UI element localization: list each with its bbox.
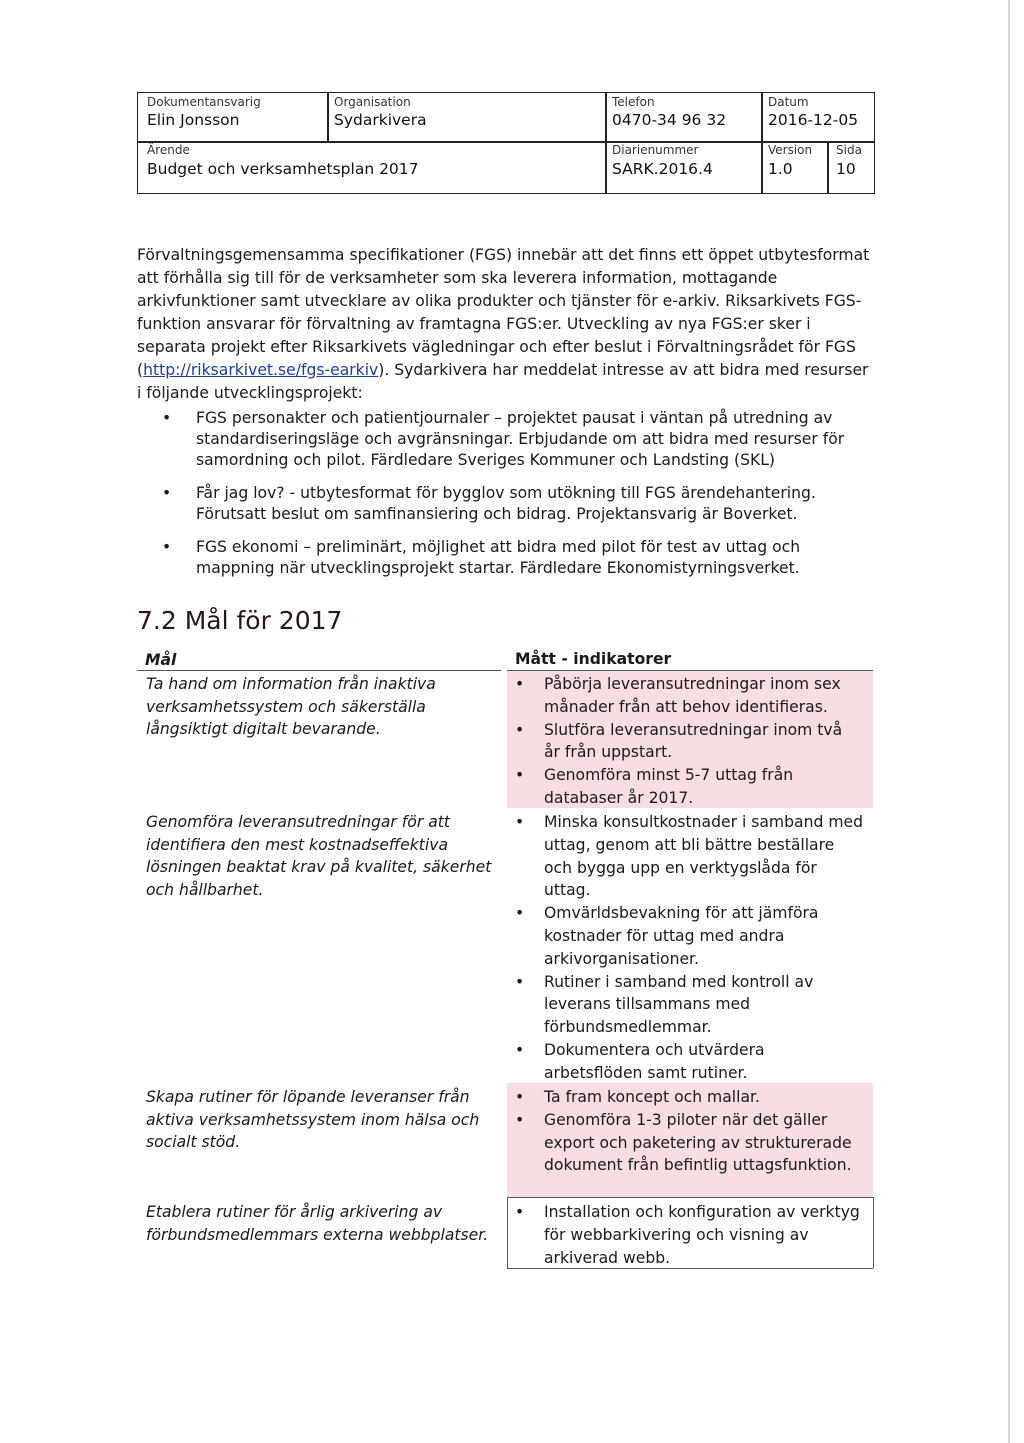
measure-list — [513, 1086, 863, 1177]
measure-text: Minska konsultkostnader i samband med uttag, genom att bli bättre beställare och bygga upp en verktygslåda för uttag. — [544, 813, 864, 900]
list-item — [513, 902, 863, 970]
list-item — [513, 673, 863, 719]
bullet-icon: • — [515, 1040, 525, 1059]
measure-column-header: Mått - indikatorer — [515, 650, 672, 668]
bullet-icon: • — [515, 1203, 525, 1221]
phone-value: 0470-34 96 32 — [612, 111, 727, 129]
list-item — [513, 811, 863, 902]
list-item — [513, 1039, 863, 1085]
project-text: FGS personakter och patientjournaler – projektet pausat i väntan på utredning av standardiseringsläge och avgränsningar. Erbjudande om att bidra med resurser för samordning och pilot. Färdledare Sveriges Kommuner och Landsting (SKL) — [196, 409, 845, 469]
registration-value: SARK.2016.4 — [612, 160, 713, 178]
intro-text-end: ). Sydarkivera har meddelat intresse av att bidra med resurser i följande utvecklingsprojekt: — [137, 360, 869, 402]
list-item — [513, 1109, 863, 1177]
document-header-table — [137, 92, 875, 194]
project-text: FGS ekonomi – preliminärt, möjlighet att bidra med pilot för test av uttag och mappning när utvecklingsprojekt startar. Färdledare Ekonomistyrningsverket. — [196, 538, 801, 577]
organisation-label: Organisation — [334, 95, 411, 109]
version-label: Version — [768, 143, 813, 157]
measure-list — [513, 811, 863, 1085]
list-item — [513, 1201, 863, 1269]
phone-label: Telefon — [612, 95, 655, 109]
intro-paragraph — [137, 244, 877, 405]
bullet-icon: • — [162, 538, 172, 556]
measure-text: Rutiner i samband med kontroll av leverans tillsammans med förbundsmedlemmar. — [544, 972, 814, 1037]
measure-text: Ta fram koncept och mallar. — [544, 1088, 760, 1106]
page-label: Sida — [836, 143, 862, 157]
measure-text: Dokumentera och utvärdera arbetsflöden samt rutiner. — [544, 1040, 765, 1082]
goal-text: Skapa rutiner för löpande leveranser från aktiva verksamhetssystem inom hälsa och socialt stöd. — [146, 1088, 480, 1152]
fgs-link[interactable]: http://riksarkivet.se/fgs-earkiv — [143, 360, 379, 379]
bullet-icon: • — [515, 972, 525, 991]
goal-text: Etablera rutiner för årlig arkivering av förbundsmedlemmars externa webbplatser. — [146, 1203, 489, 1244]
responsible-label: Dokumentansvarig — [147, 95, 261, 109]
goal-column-header: Mål — [145, 651, 177, 669]
organisation-value: Sydarkivera — [334, 111, 427, 129]
list-item — [160, 483, 880, 525]
version-value: 1.0 — [768, 160, 793, 178]
intro-text: Förvaltningsgemensamma specifikationer (FGS) innebär att det finns ett öppet utbytesformat att förhålla sig till för de verksamheter som ska leverera information, mottagande arkivfunktioner samt utvecklare av olika produkter och tjänster för e-arkiv. Riksarkivets FGS-funktion ansvarar för förvaltning av framtagna FGS:er. Utveckling av nya FGS:er sker i separata projekt efter Riksarkivets vägledningar och efter beslut i Förvaltningsrådet för FGS ( — [137, 245, 870, 379]
bullet-icon: • — [515, 675, 525, 693]
list-item — [513, 971, 863, 1039]
list-item — [513, 764, 863, 810]
measure-list — [513, 1201, 863, 1269]
subject-label: Ärende — [147, 143, 190, 157]
bullet-icon: • — [162, 484, 172, 502]
list-item — [160, 408, 880, 471]
bullet-icon: • — [515, 766, 525, 785]
subject-value: Budget och verksamhetsplan 2017 — [147, 160, 419, 178]
list-item — [513, 719, 863, 765]
bullet-icon: • — [515, 1088, 525, 1106]
date-label: Datum — [768, 95, 809, 109]
date-value: 2016-12-05 — [768, 111, 859, 129]
goal-text: Genomföra leveransutredningar för att identifiera den mest kostnadseffektiva lösningen beaktat krav på kvalitet, säkerhet och hållbarhet. — [146, 813, 492, 899]
measure-text: Genomföra minst 5-7 uttag från databaser år 2017. — [544, 766, 794, 807]
responsible-value: Elin Jonsson — [147, 111, 240, 129]
bullet-icon: • — [515, 813, 525, 831]
goal-text: Ta hand om information från inaktiva verksamhetssystem och säkerställa långsiktigt digitalt bevarande. — [146, 675, 436, 739]
measure-text: Slutföra leveransutredningar inom två år från uppstart. — [544, 720, 843, 762]
bullet-icon: • — [162, 409, 172, 427]
measure-list — [513, 673, 863, 810]
measure-text: Påbörja leveransutredningar inom sex månader från att behov identifieras. — [544, 675, 841, 716]
bullet-icon: • — [515, 1110, 525, 1129]
list-item — [160, 537, 880, 579]
scan-edge — [1008, 0, 1010, 1443]
list-item — [513, 1086, 863, 1109]
project-list — [160, 408, 880, 591]
page-value: 10 — [836, 160, 856, 178]
bullet-icon: • — [515, 904, 525, 923]
section-heading: 7.2 Mål för 2017 — [137, 606, 343, 635]
project-text: Får jag lov? - utbytesformat för bygglov som utökning till FGS ärendehantering. Förutsatt beslut om samfinansiering och bidrag. Projektansvarig är Boverket. — [196, 484, 816, 523]
measure-text: Genomföra 1-3 piloter när det gäller export och paketering av strukturerade dokument från befintlig uttagsfunktion. — [544, 1110, 852, 1175]
registration-label: Diarienummer — [612, 143, 699, 157]
measure-text: Omvärldsbevakning för att jämföra kostnader för uttag med andra arkivorganisationer. — [544, 904, 819, 968]
measure-text: Installation och konfiguration av verktyg för webbarkivering och visning av arkiverad webb. — [544, 1203, 860, 1267]
bullet-icon: • — [515, 720, 525, 739]
